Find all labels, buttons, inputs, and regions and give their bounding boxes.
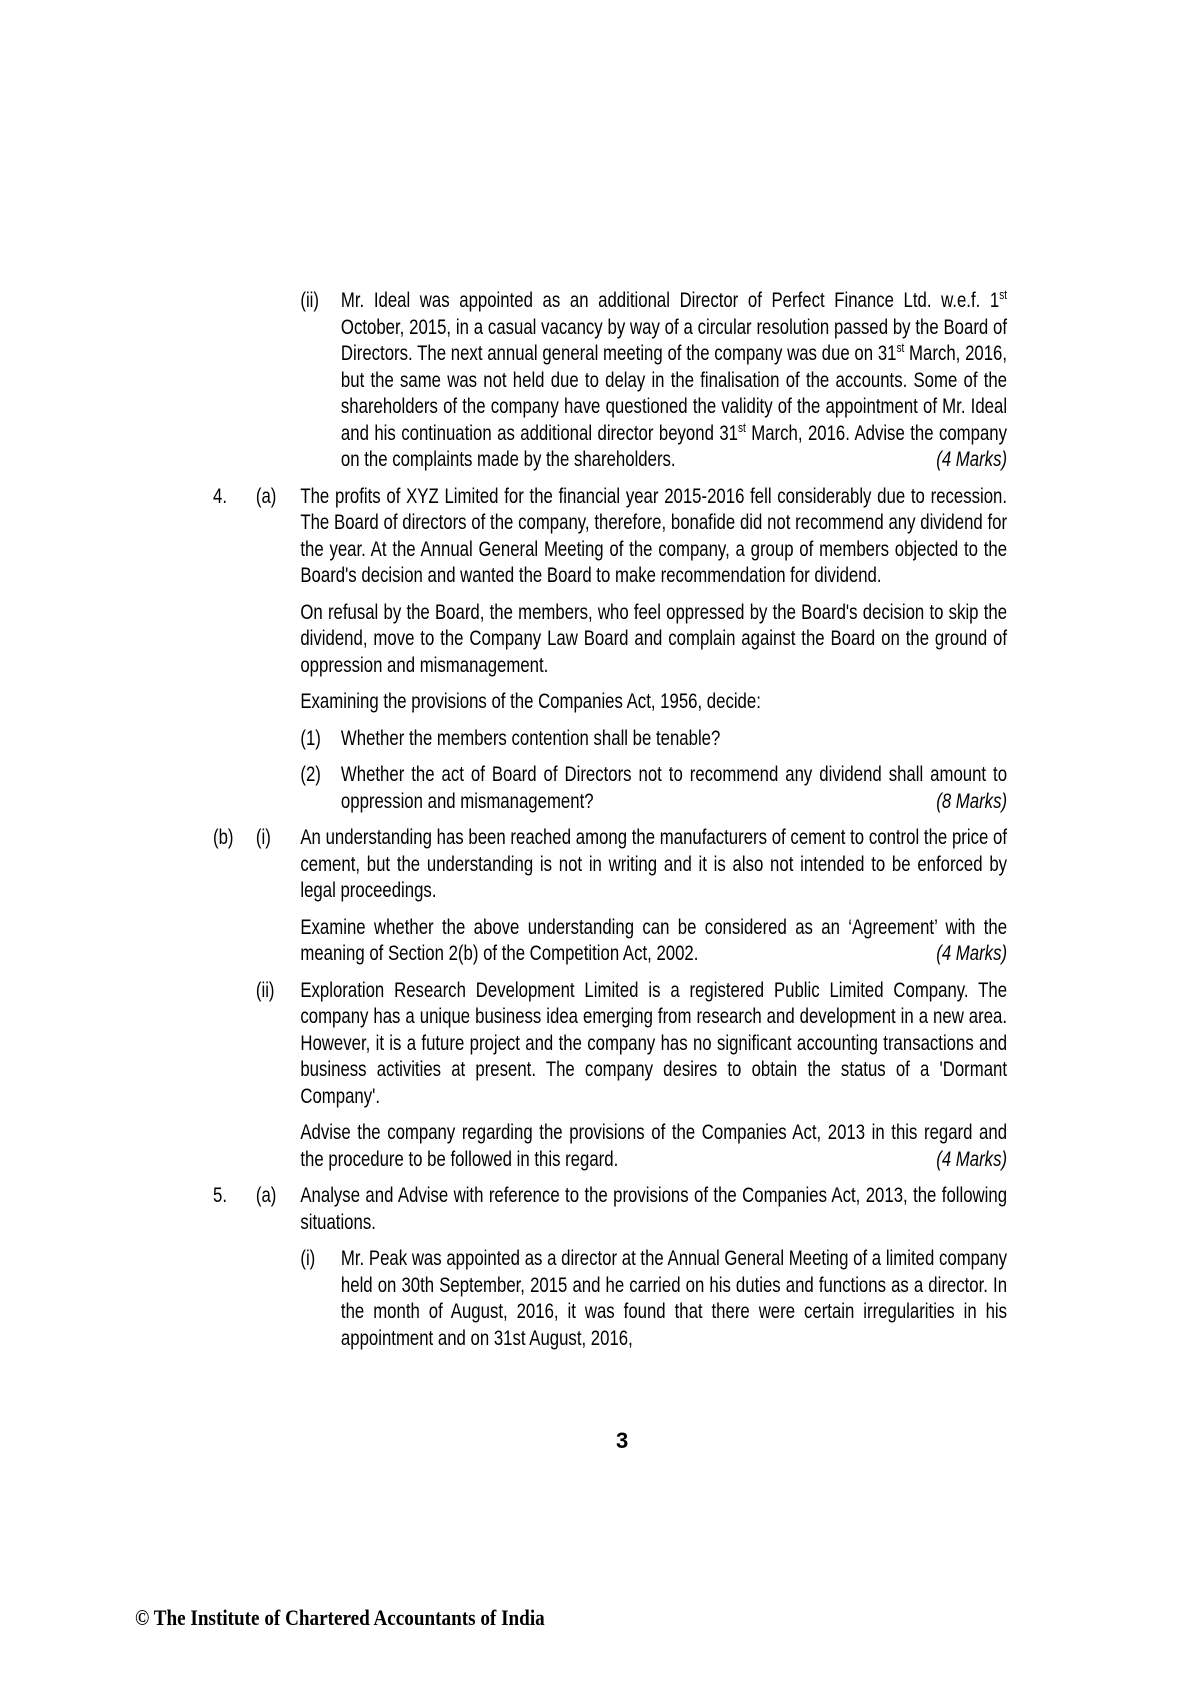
sub-item-label: (ii) <box>300 288 319 312</box>
question-part-label: (a) <box>255 483 277 508</box>
question-list <box>213 287 1007 1361</box>
paragraph-text: Whether the members contention shall be tenable? <box>340 725 721 750</box>
question-block <box>213 824 1007 977</box>
sub-item-body <box>341 761 1007 824</box>
copyright-footer: © The Institute of Chartered Accountants of India <box>135 1605 545 1630</box>
paragraph-text: Whether the act of Board of Directors not to recommend any dividend shall amount to oppression and mismanagement? (8 Marks) <box>340 762 1008 813</box>
question-part-label: (a) <box>255 1183 277 1207</box>
marks-label: (4 Marks) <box>936 447 1008 471</box>
question-block <box>213 1182 1007 1361</box>
paragraph-text: The profits of XYZ Limited for the financial year 2015-2016 fell considerably due to recession. The Board of directors of the company, therefore, bonafide did not recommend any dividend for the year. At the Annual General Meeting of the company, a group of members objected to the Board's decision and wanted the Board to make recommendation for dividend. <box>300 483 1008 587</box>
paragraph-text: Exploration Research Development Limited is a registered Public Limited Company. The company has a unique business idea emerging from research and development in a new area. However, it is a future project and the company has no significant accounting transactions and business activities at present. The company desires to obtain the status of a 'Dormant Company'. <box>300 977 1008 1108</box>
sub-item-body <box>341 287 1007 483</box>
question-number: 4. <box>213 483 227 508</box>
question-paper-content <box>213 287 1007 1361</box>
question-number <box>213 287 256 483</box>
paragraph-text: Examining the provisions of the Companies Act, 1956, decide: <box>300 689 761 713</box>
sub-item <box>300 725 1007 762</box>
sub-item <box>300 287 1007 483</box>
question-body <box>300 287 1007 483</box>
sub-item <box>300 1245 1007 1361</box>
page-number: 3 <box>616 1428 629 1453</box>
sub-item-label: (1) <box>300 725 321 750</box>
question-part-label: (i) <box>255 825 271 849</box>
paragraph-text: An understanding has been reached among the manufacturers of cement to control the price of cement, but the understanding is not in writing and it is also not intended to be enforced by legal proceedings. <box>300 825 1008 902</box>
marks-label: (4 Marks) <box>936 1146 1008 1171</box>
paragraph-text: Examine whether the above understanding can be considered as an ‘Agreement’ with the meaning of Section 2(b) of the Competition Act, 2002. (4 Marks) <box>300 914 1008 965</box>
question-number: 5. <box>213 1183 227 1207</box>
question-number <box>213 977 256 1183</box>
sub-item <box>300 761 1007 824</box>
sub-item-body <box>341 725 1007 762</box>
paragraph-text: Advise the company regarding the provisions of the Companies Act, 2013 in this regard and the procedure to be followed in this regard. (4 Marks) <box>300 1120 1008 1171</box>
sub-item-body <box>341 1245 1007 1361</box>
paragraph-text: Mr. Peak was appointed as a director at the Annual General Meeting of a limited company held on 30th September, 2015 and he carried on his duties and functions as a director. In the month of August, 2016, it was found that there were certain irregularities in his appointment and on 31st August, 2016, <box>340 1246 1008 1350</box>
paragraph-text: Mr. Ideal was appointed as an additional Director of Perfect Finance Ltd. w.e.f. 1st October, 2015, in a casual vacancy by way of a circular resolution passed by the Board of Directors. The next annual general meeting of the company was due on 31st March, 2016, but the same was not held due to delay in the finalisation of the accounts. Some of the shareholders of the company have questioned the validity of the appointment of Mr. Ideal and his continuation as additional director beyond 31st March, 2016. Advise the company on the complaints made by the shareholders. (4 Marks) <box>340 286 1008 471</box>
paragraph-text: Analyse and Advise with reference to the provisions of the Companies Act, 2013, the following situations. <box>300 1183 1008 1234</box>
question-block <box>213 483 1007 825</box>
question-number: (b) <box>213 825 234 849</box>
paragraph-text: On refusal by the Board, the members, who feel oppressed by the Board's decision to skip the dividend, move to the Company Law Board and complain against the Board on the ground of oppression and mismanagement. <box>300 599 1008 677</box>
question-block <box>213 977 1007 1183</box>
question-part-label: (ii) <box>255 977 275 1002</box>
marks-label: (8 Marks) <box>936 788 1008 813</box>
question-part-label <box>256 287 300 483</box>
question-body <box>300 483 1007 825</box>
question-body <box>300 1182 1007 1361</box>
sub-item-label: (i) <box>300 1246 316 1270</box>
question-body <box>300 824 1007 977</box>
sub-item-label: (2) <box>300 762 321 786</box>
question-block <box>213 287 1007 483</box>
question-body <box>300 977 1007 1183</box>
marks-label: (4 Marks) <box>936 941 1008 965</box>
